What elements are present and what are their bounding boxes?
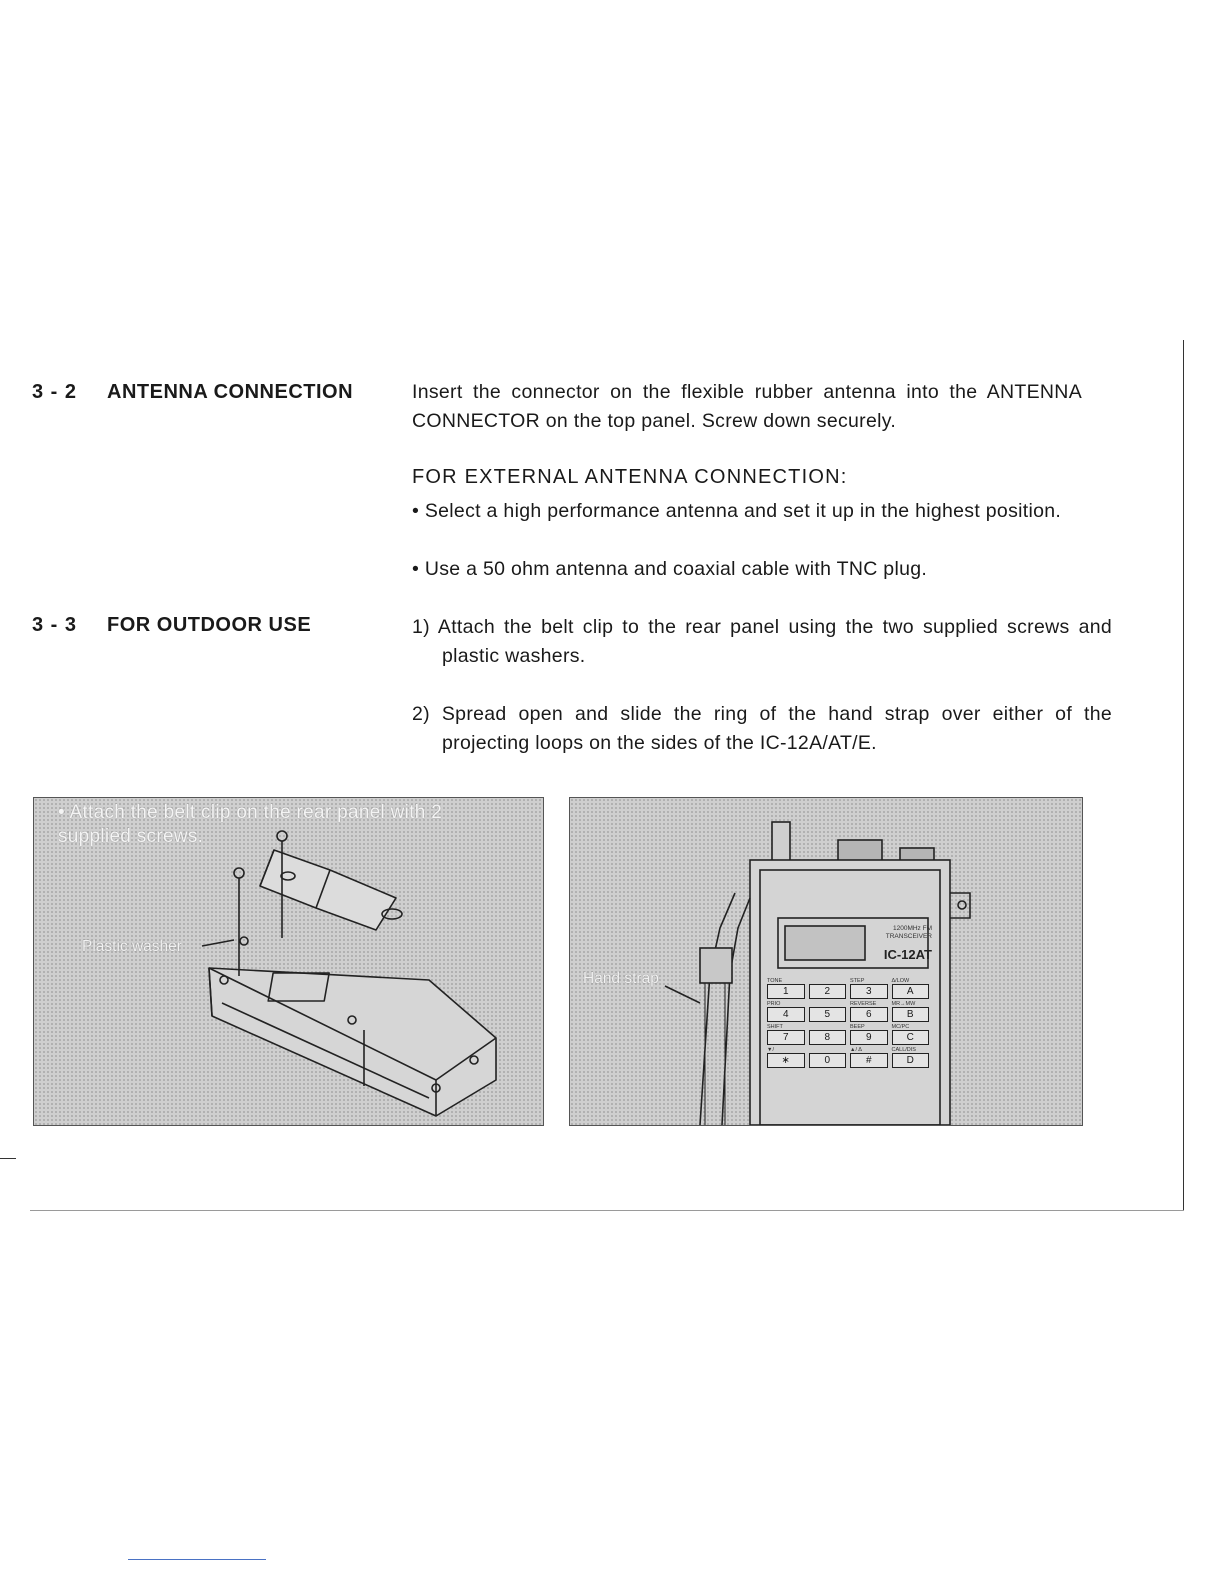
keypad-key: A <box>892 984 930 999</box>
left-margin-tick <box>0 1158 16 1159</box>
section-title: ANTENNA CONNECTION <box>107 381 354 403</box>
keypad-key: 0 <box>809 1053 847 1068</box>
key-label: STEP <box>850 978 865 984</box>
key-label: Δ/LOW <box>891 978 910 984</box>
belt-clip-illustration <box>34 798 543 1125</box>
keypad-key: 2 <box>809 984 847 999</box>
keypad-key: 8 <box>809 1030 847 1045</box>
transceiver-illustration <box>570 798 1082 1125</box>
bottom-rule <box>30 1210 1184 1211</box>
keypad-key: B <box>892 1007 930 1022</box>
belt-clip-figure <box>33 797 544 1126</box>
keypad-key: # <box>850 1053 888 1068</box>
section-title: FOR OUTDOOR USE <box>107 614 312 636</box>
keypad-key: C <box>892 1030 930 1045</box>
keypad <box>767 978 929 1068</box>
bullet-item: • Select a high performance antenna and set it up in the highest position. <box>412 500 1062 522</box>
key-label: TONE <box>767 978 783 984</box>
hand-strap-label: Hand strap <box>583 970 659 987</box>
key-label: ▼/ <box>767 1047 774 1053</box>
panel-brand <box>866 925 932 941</box>
key-label: PRIO <box>767 1001 781 1007</box>
section-intro: Insert the connector on the flexible rubber antenna into the ANTENNA CONNECTOR on the top panel. Screw down securely. <box>412 381 1082 432</box>
keypad-key: 7 <box>767 1030 805 1045</box>
key-label: ▲/ Δ <box>850 1047 862 1053</box>
right-margin-rule <box>1183 340 1184 1210</box>
section-number: 3 - 3 <box>32 614 78 636</box>
keypad-key: D <box>892 1053 930 1068</box>
key-label: CALL/DIS <box>891 1047 916 1053</box>
hand-strap-figure <box>569 797 1083 1126</box>
key-label: MR→MW <box>891 1001 916 1007</box>
keypad-key: 5 <box>809 1007 847 1022</box>
keypad-key: 4 <box>767 1007 805 1022</box>
footnote-rule <box>128 1559 266 1560</box>
panel-line2: TRANSCEIVER <box>885 933 932 940</box>
subheading: FOR EXTERNAL ANTENNA CONNECTION: <box>412 466 848 488</box>
panel-model: IC-12AT <box>883 947 932 962</box>
key-label: BEEP <box>850 1024 865 1030</box>
panel-line1: 1200MHz FM <box>892 925 932 932</box>
step-item: 1) Attach the belt clip to the rear panel using the two supplied screws and plastic washers. <box>412 616 1112 667</box>
key-label: REVERSE <box>850 1001 877 1007</box>
keypad-key: 1 <box>767 984 805 999</box>
plastic-washer-label: Plastic washer <box>82 938 182 955</box>
bullet-item: • Use a 50 ohm antenna and coaxial cable with TNC plug. <box>412 558 928 580</box>
keypad-key: 3 <box>850 984 888 999</box>
key-label: SHIFT <box>767 1024 783 1030</box>
key-label: MC/PC <box>891 1024 910 1030</box>
step-item: 2) Spread open and slide the ring of the hand strap over either of the projecting loops on the sides of the IC-12A/AT/E. <box>412 703 1112 754</box>
keypad-key: 9 <box>850 1030 888 1045</box>
keypad-key: ∗ <box>767 1053 805 1068</box>
keypad-key: 6 <box>850 1007 888 1022</box>
figure-caption: • Attach the belt clip on the rear panel with 2 supplied screws. <box>58 802 443 847</box>
section-number: 3 - 2 <box>32 381 78 403</box>
